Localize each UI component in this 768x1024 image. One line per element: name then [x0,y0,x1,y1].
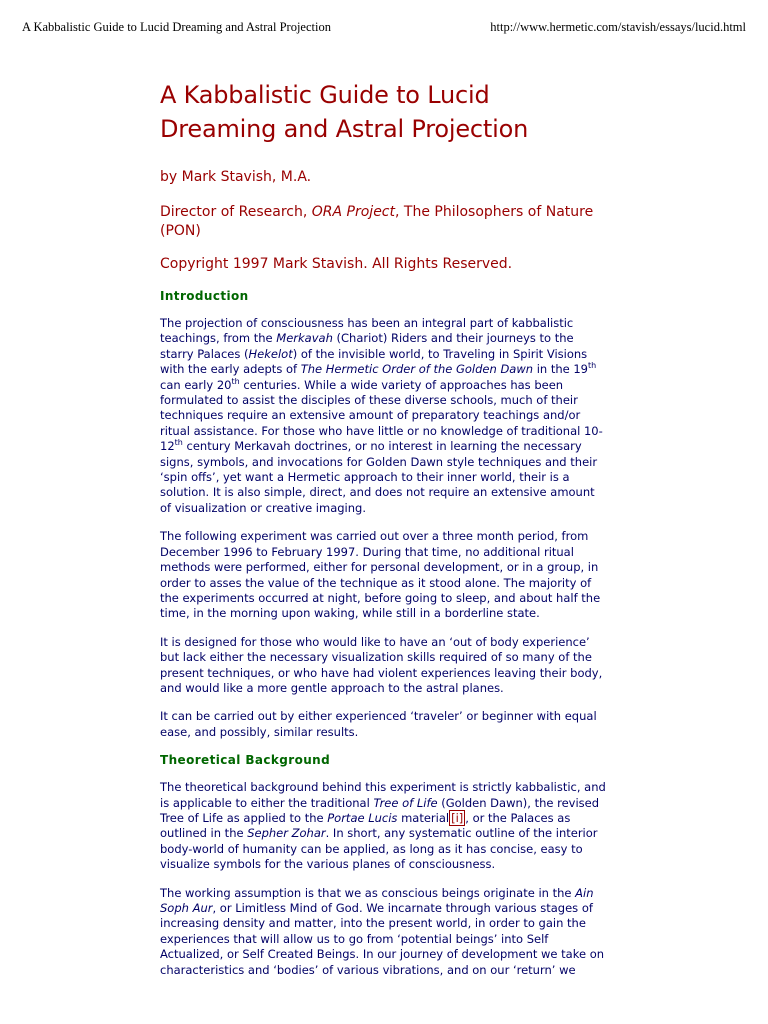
title-line-1: A Kabbalistic Guide to Lucid [160,81,490,109]
title-line-2: Dreaming and Astral Projection [160,115,529,143]
intro-paragraph-2: The following experiment was carried out over a three month period, from December 1996 to February 1997. During that time, no additional ritual methods were performed, either for personal development, or in a group, in order to asses the value of the technique as it stood alone. The majority of the experiments occurred at night, before going to sleep, and about half the time, in the morning upon waking, while still in a borderline state. [160,529,601,621]
intro-paragraph-3: It is designed for those who would like to have an ‘out of body experience’ but lack either the necessary visualization skills required of so many of the present techniques, or who have had violent experiences leaving their body, and would like a more gentle approach to the astral planes. [160,634,603,695]
italic-run: Tree of Life [373,795,438,810]
text-run: in the 19 [533,362,589,377]
text-run: , or Limitless Mind of God. We incarnate through various stages of increasing density and matter, into the present world, in order to gain the experiences that will allow us to go from ‘potential beings’ into Self Actualized, or Self Created Beings. In our journey of development we take on characteristics and ‘bodies’ of various vibrations, and on our ‘return’ we [160,901,605,977]
text-run: The working assumption is that we as conscious beings originate in the [160,885,576,900]
page-title [160,78,608,146]
section-heading-theoretical: Theoretical Background [160,753,331,768]
print-header-url[interactable]: http://www.hermetic.com/stavish/essays/lucid.html [490,20,746,34]
byline: by Mark Stavish, M.A. [160,169,312,185]
italic-run: Sepher Zohar [247,826,326,841]
text-run: (Golden Dawn), the revised Tree of Life as applied to the [160,795,600,825]
italic-run: Portae Lucis [327,810,398,825]
director-org: ORA Project [311,204,395,220]
text-run: material [397,810,450,825]
theory-paragraph-2 [160,886,608,978]
text-run: (Chariot) Riders and their journeys to the starry Palaces ( [160,331,574,361]
article-content [160,78,608,978]
copyright: Copyright 1997 Mark Stavish. All Rights Reserved. [160,256,513,272]
superscript: th [174,438,183,448]
text-run: . In short, any systematic outline of the interior body-world of humanity can be applied, as long as it has concise, easy to visualize symbols for the various planes of consciousness. [160,826,598,872]
text-run: , or the Palaces as outlined in the [160,810,571,841]
italic-run: Ain Soph Aur [160,885,594,915]
director-suffix: , The Philosophers of Nature (PON) [160,204,594,239]
intro-paragraph-4: It can be carried out by either experienced ‘traveler’ or beginner with equal ease, and possibly, similar results. [160,709,597,739]
intro-paragraph-1 [160,316,608,516]
footnote-link[interactable]: [i] [451,810,464,825]
text-run: century Merkavah doctrines, or no interest in learning the necessary signs, symbols, and invocations for Golden Dawn style techniques and their ‘spin offs’, yet want a Hermetic approach to their inner world, their is a solution. It is also simple, direct, and does not require an extensive amount of visualization or creative imaging. [160,439,598,515]
superscript: th [588,361,597,371]
text-run: can early 20 [160,377,232,392]
text-run: The projection of consciousness has been an integral part of kabbalistic teachings, from the [160,316,574,346]
superscript: th [231,376,240,386]
text-run: centuries. While a wide variety of approaches has been formulated to assist the disciples of these diverse schools, much of their techniques require an extensive amount of preparatory teachings and/or ritual assistance. For those who have little or no knowledge of traditional 10-12 [160,377,603,454]
italic-run: Merkavah [276,331,333,346]
director-line [160,203,608,241]
text-run: ) of the invisible world, to Traveling in Spirit Visions with the early adepts of [160,346,588,377]
italic-run: The Hermetic Order of the Golden Dawn [300,362,534,377]
text-run: The theoretical background behind this experiment is strictly kabbalistic, and is applicable to either the traditional [160,780,606,810]
print-header [22,20,746,38]
section-heading-introduction: Introduction [160,289,249,303]
director-prefix: Director of Research, [160,204,312,220]
theory-paragraph-1 [160,780,608,872]
print-header-title: A Kabbalistic Guide to Lucid Dreaming and Astral Projection [22,20,331,34]
italic-run: Hekelot [248,346,293,361]
